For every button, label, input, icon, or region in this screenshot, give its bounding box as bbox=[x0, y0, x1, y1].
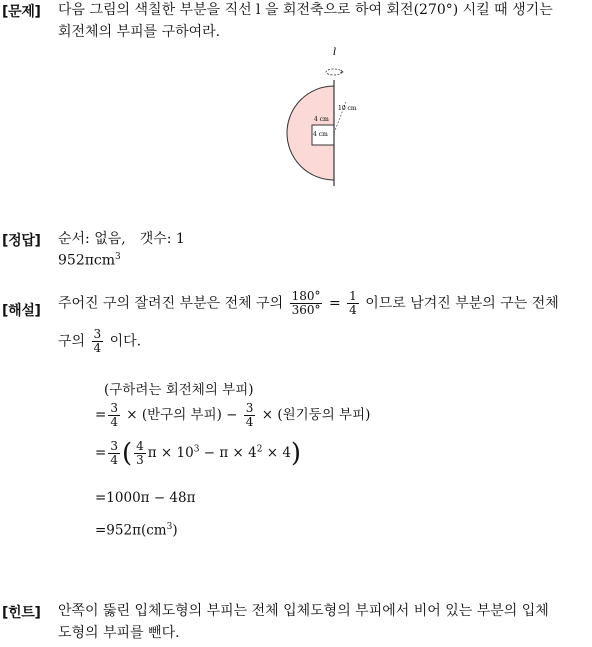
solution-tag: [해설] bbox=[2, 303, 41, 319]
close-paren: ) bbox=[172, 522, 178, 539]
rotation-arrow-icon bbox=[326, 69, 342, 75]
math-line-4: =1000π − 48π bbox=[95, 490, 196, 506]
math-line-2-a: × (반구의 부피) − bbox=[126, 407, 238, 423]
solution-line-2-post: 이다. bbox=[109, 333, 142, 350]
math-line-5-main: =952π(cm bbox=[95, 522, 167, 539]
equals-sign: = bbox=[95, 407, 107, 423]
answer-value-exp: 3 bbox=[115, 252, 121, 262]
hint-text bbox=[58, 600, 588, 644]
answer-order: 순서: 없음, 갯수: 1 bbox=[58, 231, 185, 247]
hint-line-2: 도형의 부피를 뺀다. bbox=[58, 625, 180, 641]
math-line-3-c: × 4 bbox=[262, 445, 291, 461]
right-paren: ) bbox=[290, 438, 302, 469]
left-paren: ( bbox=[121, 438, 133, 469]
fraction-num: 180° bbox=[291, 289, 321, 303]
exponent: 3 bbox=[193, 444, 200, 455]
dim-outer: 10 cm bbox=[338, 105, 357, 112]
solution-line-2-pre: 구의 bbox=[58, 333, 86, 350]
equals-sign: = bbox=[95, 445, 107, 461]
answer-value bbox=[58, 252, 121, 269]
math-line-3-b: − π × 4 bbox=[199, 445, 257, 461]
fraction-den: 4 bbox=[245, 415, 254, 429]
fraction-den: 4 bbox=[110, 453, 118, 467]
answer-value-main: 952πcm bbox=[58, 252, 116, 269]
fraction-num: 4 bbox=[136, 439, 144, 453]
fraction-1-4 bbox=[347, 290, 359, 317]
hint-tag: [힌트] bbox=[2, 605, 41, 621]
fraction-num: 3 bbox=[93, 327, 102, 341]
fraction-num: 1 bbox=[349, 289, 357, 303]
math-line-5 bbox=[95, 522, 178, 539]
problem-tag: [문제] bbox=[2, 4, 41, 20]
math-line-2 bbox=[95, 402, 370, 429]
fraction-den: 4 bbox=[110, 415, 118, 429]
dim-left: 4 cm bbox=[313, 131, 328, 138]
exponent: 3 bbox=[166, 522, 173, 532]
fraction-num: 3 bbox=[110, 401, 118, 415]
fraction-3-4-c bbox=[108, 440, 120, 467]
fraction-3-4-a bbox=[108, 402, 120, 429]
fraction-3-4-b bbox=[244, 402, 256, 429]
solution-line-1-post: 이므로 남겨진 부분의 구는 전체 bbox=[365, 295, 559, 312]
math-line-2-b: × (원기둥의 부피) bbox=[261, 407, 371, 423]
problem-line-2: 회전체의 부피를 구하여라. bbox=[58, 24, 221, 40]
hemisphere-figure bbox=[280, 40, 360, 190]
solution-line-2 bbox=[58, 328, 141, 355]
fraction-num: 3 bbox=[110, 439, 118, 453]
fraction-3-4 bbox=[92, 328, 104, 355]
fraction-4-3 bbox=[134, 440, 146, 467]
solution-line-1-pre: 주어진 구의 잘려진 부분은 전체 구의 bbox=[58, 295, 284, 312]
fraction-180-360 bbox=[290, 290, 323, 317]
math-line-3-a: π × 10 bbox=[147, 445, 194, 461]
math-line-1: (구하려는 회전체의 부피) bbox=[104, 382, 254, 398]
fraction-den: 360° bbox=[291, 303, 321, 317]
axis-label: l bbox=[333, 47, 337, 58]
fraction-den: 4 bbox=[349, 303, 357, 317]
math-line-3 bbox=[95, 440, 301, 467]
equals-sign: = bbox=[328, 295, 341, 312]
solution-line-1 bbox=[58, 290, 559, 317]
fraction-den: 3 bbox=[136, 453, 144, 467]
problem-text bbox=[58, 0, 588, 43]
hint-line-1: 안쪽이 뚫린 입체도형의 부피는 전체 입체도형의 부피에서 비어 있는 부분의 입체 bbox=[58, 603, 549, 619]
fraction-den: 4 bbox=[93, 341, 102, 355]
problem-line-1: 다음 그림의 색칠한 부분을 직선 l 을 회전축으로 하여 회전(270°) 시킬 때 생기는 bbox=[58, 2, 553, 18]
fraction-num: 3 bbox=[245, 401, 254, 415]
answer-tag: [정답] bbox=[2, 233, 41, 249]
dim-top: 4 cm bbox=[314, 116, 329, 123]
exponent: 2 bbox=[256, 444, 263, 455]
